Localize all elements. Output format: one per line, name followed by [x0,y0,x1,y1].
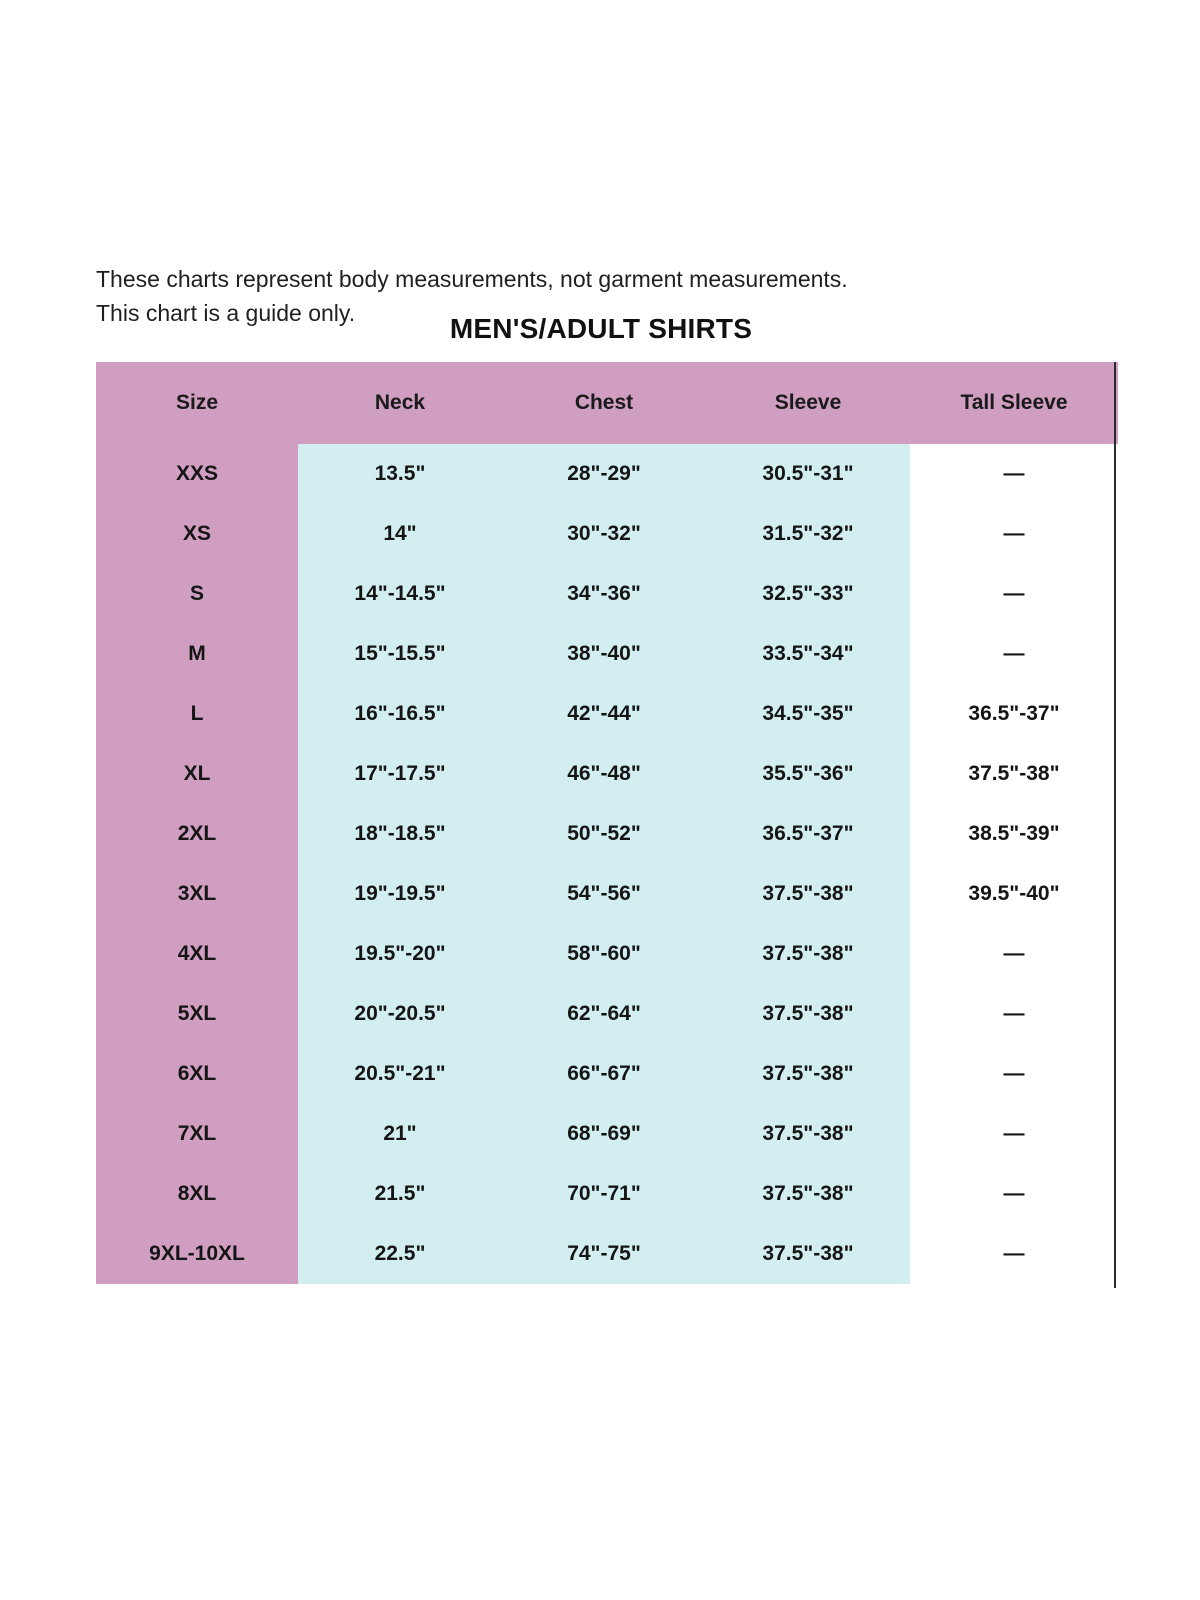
cell-size: XXS [96,444,298,504]
intro-line-2: This chart is a guide only. [96,300,356,326]
intro-line-1: These charts represent body measurements, not garment measurements. [96,266,848,292]
cell-tall-sleeve: — [910,564,1118,624]
size-chart-table-wrap [96,362,1118,1284]
cell-tall-sleeve: — [910,624,1118,684]
table-row [96,624,1118,684]
cell-tall-sleeve: — [910,444,1118,504]
table-row [96,1224,1118,1284]
table-row [96,924,1118,984]
cell-size: XS [96,504,298,564]
cell-size: XL [96,744,298,804]
cell-neck: 20.5"-21" [298,1044,502,1104]
cell-size: 6XL [96,1044,298,1104]
cell-neck: 14"-14.5" [298,564,502,624]
table-row [96,864,1118,924]
cell-size: 8XL [96,1164,298,1224]
cell-tall-sleeve: 37.5"-38" [910,744,1118,804]
cell-neck: 21.5" [298,1164,502,1224]
cell-tall-sleeve: — [910,1104,1118,1164]
table-row [96,684,1118,744]
cell-chest: 62"-64" [502,984,706,1044]
cell-size: 3XL [96,864,298,924]
cell-neck: 19.5"-20" [298,924,502,984]
cell-tall-sleeve: — [910,1044,1118,1104]
table-row [96,564,1118,624]
right-edge-rule [1114,362,1116,1288]
cell-neck: 20"-20.5" [298,984,502,1044]
cell-sleeve: 37.5"-38" [706,1104,910,1164]
cell-size: S [96,564,298,624]
cell-sleeve: 30.5"-31" [706,444,910,504]
cell-neck: 17"-17.5" [298,744,502,804]
cell-size: 4XL [96,924,298,984]
cell-chest: 28"-29" [502,444,706,504]
page-title: MEN'S/ADULT SHIRTS [449,313,753,344]
column-header-chest: Chest [502,362,706,444]
table-row [96,1104,1118,1164]
column-header-tall-sleeve: Tall Sleeve [910,362,1118,444]
cell-chest: 34"-36" [502,564,706,624]
cell-sleeve: 31.5"-32" [706,504,910,564]
cell-tall-sleeve: — [910,504,1118,564]
cell-tall-sleeve: — [910,984,1118,1044]
cell-sleeve: 35.5"-36" [706,744,910,804]
cell-size: 5XL [96,984,298,1044]
table-row [96,1164,1118,1224]
cell-tall-sleeve: — [910,1224,1118,1284]
cell-tall-sleeve: 38.5"-39" [910,804,1118,864]
cell-neck: 14" [298,504,502,564]
cell-chest: 38"-40" [502,624,706,684]
cell-chest: 46"-48" [502,744,706,804]
size-chart-table [96,362,1118,1284]
table-row [96,744,1118,804]
cell-sleeve: 37.5"-38" [706,864,910,924]
cell-chest: 54"-56" [502,864,706,924]
cell-chest: 50"-52" [502,804,706,864]
cell-chest: 68"-69" [502,1104,706,1164]
cell-size: L [96,684,298,744]
cell-neck: 22.5" [298,1224,502,1284]
cell-neck: 15"-15.5" [298,624,502,684]
cell-neck: 16"-16.5" [298,684,502,744]
cell-sleeve: 32.5"-33" [706,564,910,624]
cell-neck: 21" [298,1104,502,1164]
table-header-row [96,362,1118,444]
cell-size: 7XL [96,1104,298,1164]
cell-sleeve: 37.5"-38" [706,924,910,984]
cell-tall-sleeve: 36.5"-37" [910,684,1118,744]
column-header-size: Size [96,362,298,444]
table-row [96,504,1118,564]
cell-sleeve: 37.5"-38" [706,984,910,1044]
cell-chest: 42"-44" [502,684,706,744]
cell-tall-sleeve: — [910,1164,1118,1224]
table-row [96,984,1118,1044]
cell-sleeve: 37.5"-38" [706,1044,910,1104]
cell-neck: 19"-19.5" [298,864,502,924]
column-header-sleeve: Sleeve [706,362,910,444]
cell-neck: 13.5" [298,444,502,504]
cell-sleeve: 34.5"-35" [706,684,910,744]
cell-size: 2XL [96,804,298,864]
cell-sleeve: 36.5"-37" [706,804,910,864]
cell-tall-sleeve: — [910,924,1118,984]
cell-size: M [96,624,298,684]
cell-sleeve: 37.5"-38" [706,1164,910,1224]
column-header-neck: Neck [298,362,502,444]
cell-sleeve: 37.5"-38" [706,1224,910,1284]
cell-chest: 58"-60" [502,924,706,984]
table-row [96,444,1118,504]
cell-chest: 30"-32" [502,504,706,564]
cell-sleeve: 33.5"-34" [706,624,910,684]
cell-size: 9XL-10XL [96,1224,298,1284]
cell-neck: 18"-18.5" [298,804,502,864]
cell-chest: 66"-67" [502,1044,706,1104]
table-row [96,1044,1118,1104]
table-row [96,804,1118,864]
cell-chest: 70"-71" [502,1164,706,1224]
cell-tall-sleeve: 39.5"-40" [910,864,1118,924]
cell-chest: 74"-75" [502,1224,706,1284]
